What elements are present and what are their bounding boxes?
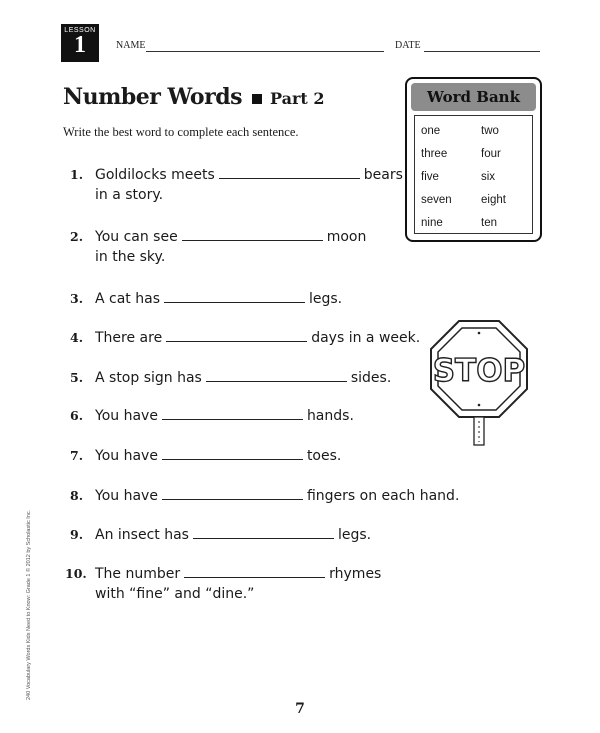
question-text-after: sides. xyxy=(350,370,392,386)
question-5 xyxy=(70,367,391,386)
question-number: 3. xyxy=(70,291,84,306)
side-credit: 240 Vocabulary Words Kids Need to Know: Grade 1 © 2012 by Scholastic Inc. xyxy=(26,509,32,700)
page-number: 7 xyxy=(295,701,305,717)
answer-blank[interactable] xyxy=(182,226,323,241)
question-number: 1. xyxy=(70,167,84,182)
word-bank-word: ten xyxy=(481,217,497,229)
word-bank xyxy=(405,77,542,242)
question-number: 2. xyxy=(70,229,84,244)
word-bank-word: one xyxy=(421,125,441,137)
word-bank-title: Word Bank xyxy=(411,83,536,111)
question-text-after: bears xyxy=(363,167,403,183)
page-title xyxy=(63,84,324,110)
answer-blank[interactable] xyxy=(184,563,325,578)
lesson-badge xyxy=(61,24,99,62)
question-text-after: rhymes xyxy=(329,566,382,582)
question-10-line2: with “fine” and “dine.” xyxy=(95,586,255,602)
date-field[interactable] xyxy=(424,51,540,52)
question-text-before: You have xyxy=(95,488,158,504)
answer-blank[interactable] xyxy=(162,405,303,420)
answer-blank[interactable] xyxy=(166,327,307,342)
question-1 xyxy=(70,164,403,183)
word-bank-word: six xyxy=(481,171,496,183)
question-text-after: legs. xyxy=(337,527,372,543)
question-2 xyxy=(70,226,366,245)
question-number: 9. xyxy=(70,527,84,542)
word-bank-word: three xyxy=(421,148,448,160)
question-number: 8. xyxy=(70,488,84,503)
answer-blank[interactable] xyxy=(162,485,303,500)
title-main: Number Words xyxy=(63,84,242,110)
lesson-label: LESSON xyxy=(64,27,96,34)
question-text-after: legs. xyxy=(309,291,343,307)
word-bank-word: nine xyxy=(421,217,443,229)
name-label: NAME xyxy=(116,40,146,51)
word-bank-list xyxy=(414,115,533,234)
question-number: 5. xyxy=(70,370,84,385)
instructions: Write the best word to complete each sentence. xyxy=(63,125,299,139)
question-number: 6. xyxy=(70,408,84,423)
question-text-before: You have xyxy=(95,448,158,464)
question-text-before: You have xyxy=(95,408,158,424)
stop-sign-icon xyxy=(424,318,534,448)
question-text-after: moon xyxy=(326,229,367,245)
question-7 xyxy=(70,445,341,464)
word-bank-word: seven xyxy=(421,194,452,206)
answer-blank[interactable] xyxy=(193,524,334,539)
question-text-after: toes. xyxy=(306,448,342,464)
word-bank-word: four xyxy=(481,148,501,160)
question-3 xyxy=(70,288,342,307)
question-text-before: Goldilocks meets xyxy=(95,167,215,183)
square-bullet-icon xyxy=(252,94,262,104)
word-bank-word: five xyxy=(421,171,439,183)
question-text-after: hands. xyxy=(306,408,354,424)
question-text-before: A cat has xyxy=(95,291,160,307)
word-bank-word: two xyxy=(481,125,499,137)
question-2-line2: in the sky. xyxy=(95,249,166,265)
question-8 xyxy=(70,485,459,504)
question-4 xyxy=(70,327,420,346)
answer-blank[interactable] xyxy=(219,164,360,179)
question-text-before: You can see xyxy=(95,229,178,245)
question-text-before: There are xyxy=(95,330,163,346)
lesson-number: 1 xyxy=(74,32,86,58)
question-number: 7. xyxy=(70,448,84,463)
question-text-before: The number xyxy=(95,566,181,582)
answer-blank[interactable] xyxy=(162,445,303,460)
word-bank-word: eight xyxy=(481,194,506,206)
question-6 xyxy=(70,405,354,424)
question-text-after: days in a week. xyxy=(311,330,421,346)
answer-blank[interactable] xyxy=(206,367,347,382)
question-10 xyxy=(65,563,381,582)
question-number: 10. xyxy=(65,566,87,581)
answer-blank[interactable] xyxy=(164,288,305,303)
question-9 xyxy=(70,524,371,543)
question-text-before: An insect has xyxy=(95,527,189,543)
title-part: Part 2 xyxy=(269,89,325,108)
question-text-after: fingers on each hand. xyxy=(306,488,460,504)
question-1-line2: in a story. xyxy=(95,187,164,203)
date-label: DATE xyxy=(395,40,421,51)
question-text-before: A stop sign has xyxy=(95,370,202,386)
question-number: 4. xyxy=(70,330,84,345)
name-field[interactable] xyxy=(146,51,384,52)
stop-sign-text: STOP xyxy=(432,353,526,389)
